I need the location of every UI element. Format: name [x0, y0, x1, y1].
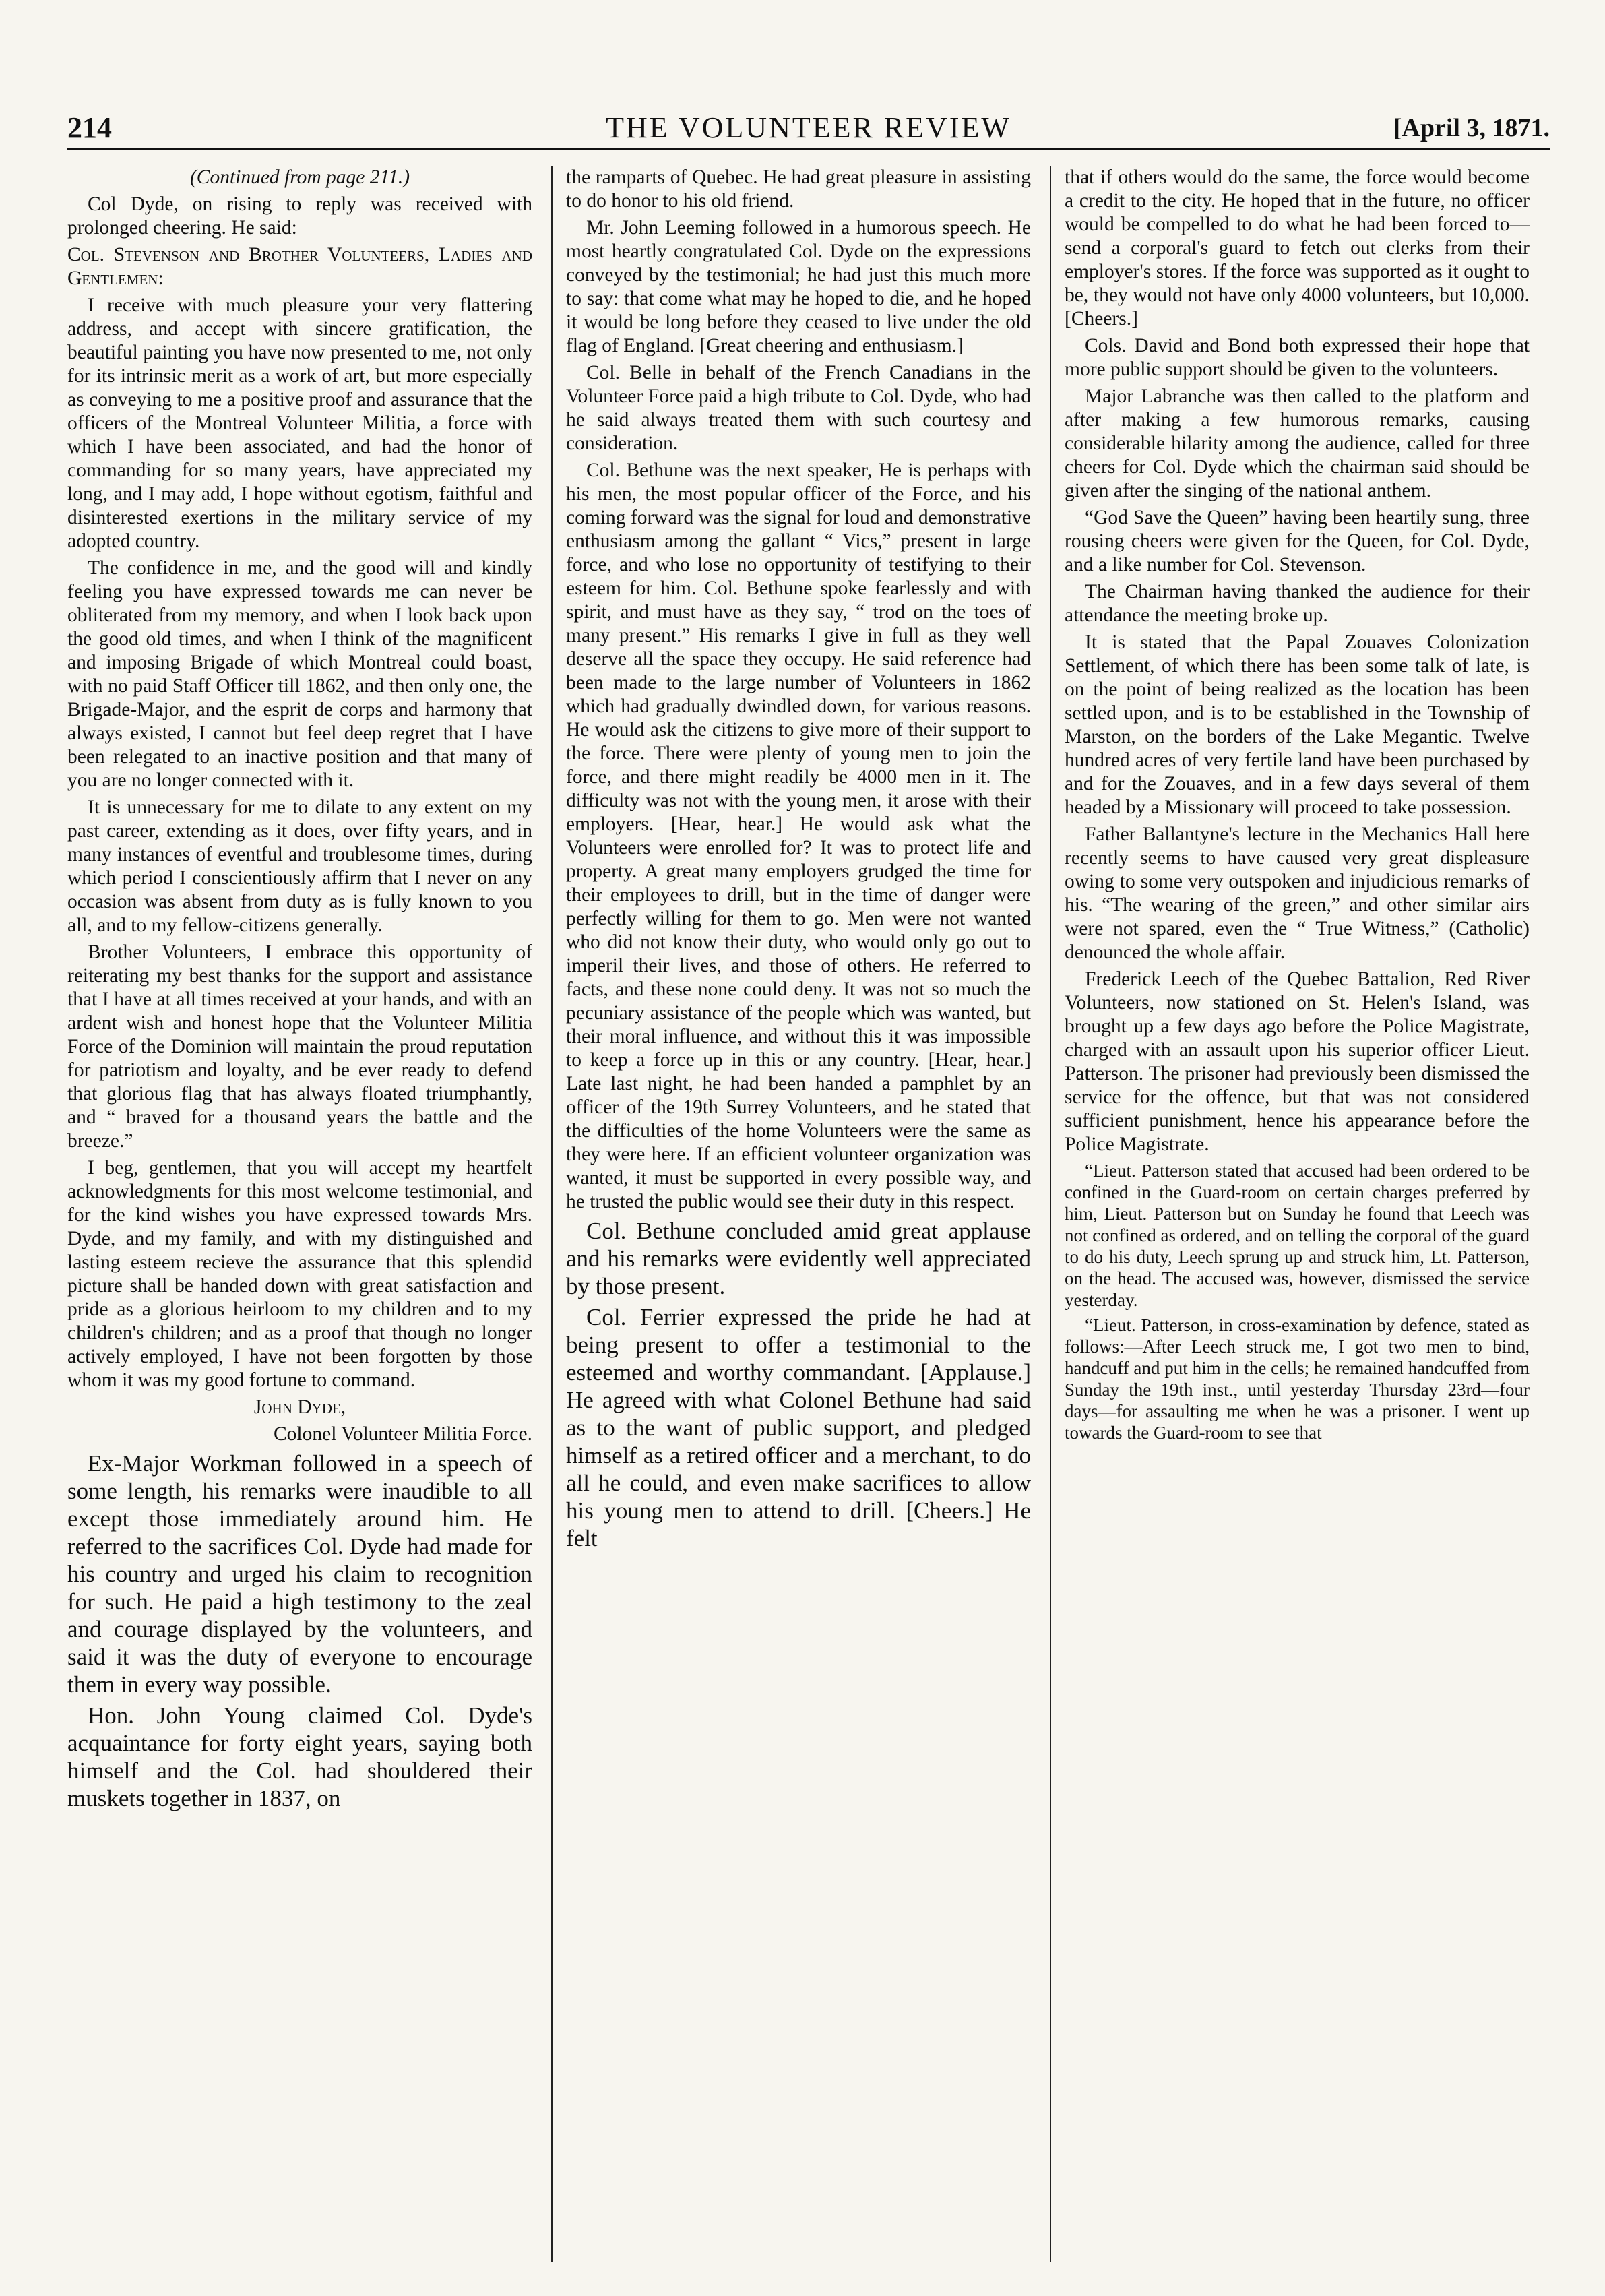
signature-title: Colonel Volunteer Militia Force. — [273, 1423, 532, 1445]
paragraph: “God Save the Queen” having been heartily sung, three rousing cheers were given for the Queen, for Col. Dyde, and a like number for Col. Stevenson. — [1065, 507, 1530, 576]
paragraph: The Chairman having thanked the audience for their attendance the meeting broke up. — [1065, 581, 1530, 626]
newspaper-title: THE VOLUNTEER REVIEW — [606, 111, 1011, 144]
issue-date: [April 3, 1871. — [1393, 114, 1550, 142]
paragraph: Frederick Leech of the Quebec Battalion, Red River Volunteers, now stationed on St. Helen's Island, was brought up a few days ago before the Police Magistrate, charged with an assault upon his superior officer Lieut. Patterson. The prisoner had previously been dismissed the service for the offence, but that was not considered sufficient punishment, hence his appearance before the Police Magistrate. — [1065, 968, 1530, 1155]
column-1 — [67, 166, 532, 2268]
continued-note: (Continued from page 211.) — [189, 166, 410, 188]
page-number: 214 — [67, 111, 112, 144]
paragraph: It is unnecessary for me to dilate to any extent on my past career, extending as it does, over fifty years, and in many instances of eventful and troublesome times, during which period I conscientiously affirm that I never on any occasion was absent from duty as is fully known to you all, and to my fellow-citizens generally. — [67, 797, 532, 936]
salutation: Col. Stevenson and Brother Volunteers, Ladies and Gentlemen: — [67, 244, 532, 289]
paragraph: Ex-Major Workman followed in a speech of some length, his remarks were inaudible to all except those immediately around him. He referred to the sacrifices Col. Dyde had made for his country and urged his claim to recognition for such. He paid a high testimony to the zeal and courage displayed by the volunteers, and said it was the duty of everyone to encourage them in every way possible. — [67, 1450, 532, 1698]
paragraph: “Lieut. Patterson, in cross-examination by defence, stated as follows:—After Leech struck me, I got two men to bind, handcuff and put him in the cells; he remained handcuffed from Sunday the 19th inst., until yesterday Thursday 23rd—four days—for assaulting me when he was a prisoner. I went up towards the Guard-room to see that — [1065, 1315, 1530, 1443]
paragraph: Hon. John Young claimed Col. Dyde's acquaintance for forty eight years, saying both himself and the Col. had shouldered their muskets together in 1837, on — [67, 1702, 532, 1811]
paragraph: Major Labranche was then called to the platform and after making a few humorous remarks, causing considerable hilarity among the audience, called for three cheers for Col. Dyde which the chairman said should be given after the singing of the national anthem. — [1065, 385, 1530, 501]
paragraph: It is stated that the Papal Zouaves Colonization Settlement, of which there has been some talk of late, is on the point of being realized as the location has been settled upon, and is to be established in the Township of Marston, on the borders of the Lake Megantic. Twelve hundred acres of very fertile land have been purchased by and for the Zouaves, and in a few days several of them headed by a Missionary will proceed to take possession. — [1065, 631, 1530, 818]
paragraph: that if others would do the same, the force would become a credit to the city. He hoped that in the future, no officer would be compelled to do what he had been forced to—send a corporal's guard to fetch out clerks from their employer's stores. If the force was supported as it ought to be, they would not have only 4000 volunteers, but 10,000. [Cheers.] — [1065, 166, 1530, 330]
paragraph: “Lieut. Patterson stated that accused had been ordered to be confined in the Guard-room on certain charges preferred by him, Lieut. Patterson but on Sunday he found that Leech was not confined as ordered, and on telling the corporal of the guard to do his duty, Leech sprung up and struck him, Lt. Patterson, on the head. The accused was, however, dismissed the service yesterday. — [1065, 1160, 1530, 1310]
paragraph: I receive with much pleasure your very flattering address, and accept with sincere gratification, the beautiful painting you have now presented to me, not only for its intrinsic merit as a work of art, but more especially as conveying to me a positive proof and assurance that the officers of the Montreal Volunteer Militia, a force with which I have been associated, and had the honor of commanding for so many years, have appreciated my long, and I may add, I hope without egotism, faithful and disinterested exertions in the military service of my adopted country. — [67, 294, 532, 552]
paragraph: Col. Bethune was the next speaker, He is perhaps with his men, the most popular officer of the Force, and his coming forward was the signal for loud and demonstrative enthusiasm among the gallant “ Vics,” present in large force, and who lose no opportunity of testifying to their esteem for him. Col. Bethune spoke fearlessly and with spirit, and must have as they say, “ trod on the toes of many present.” His remarks I give in full as they well deserve all the space they occupy. He said reference had been made to the large number of Volunteers in 1862 which had gradually dwindled down, for various reasons. He would ask the citizens to give more of their support to the force. There were plenty of young men to join the force, and there might readily be 4000 men in it. The difficulty was not with the young men, it arose with their employers. [Hear, hear.] He would ask what the Volunteers were enrolled for? It was to protect life and property. A great many employers grudged the time for their employees to drill, but in the time of danger were perfectly willing for them to go. Men were not wanted who did not know their duty, who would only go out to imperil their lives, and those of others. He referred to facts, and these none could deny. It was not so much the pecuniary assistance of the people which was wanted, but their moral influence, and without this it was impossible to keep a force up in this or any country. [Hear, hear.] Late last night, he had been handed a pamphlet by an officer of the 19th Surrey Volunteers, and he stated that the difficulties of the home Volunteers were the same as they were here. If an efficient volunteer organization was wanted, it must be supported in every possible way, and he trusted the public would see their duty in this respect. — [566, 460, 1031, 1212]
paragraph: Col. Belle in behalf of the French Canadians in the Volunteer Force paid a high tribute to Col. Dyde, who had he said always treated them with such courtesy and consideration. — [566, 362, 1031, 454]
paragraph: The confidence in me, and the good will and kindly feeling you have expressed towards me can never be obliterated from my memory, and when I look back upon the good old times, and when I think of the magnificent and imposing Brigade of which Montreal could boast, with no paid Staff Officer till 1862, and then only one, the Brigade-Major, and the esprit de corps and harmony that always existed, I cannot but feel deep regret that I have been relegated to an inactive position and that many of you are no longer connected with it. — [67, 557, 532, 791]
paragraph: Brother Volunteers, I embrace this opportunity of reiterating my best thanks for the support and assistance that I have at all times received at your hands, and with an ardent wish and honest hope that the Volunteer Militia Force of the Dominion will maintain the proud reputation for patriotism and loyalty, and be ever ready to defend that glorious flag that has always floated triumphantly, and “ braved for a thousand years the battle and the breeze.” — [67, 941, 532, 1152]
paragraph: Cols. David and Bond both expressed their hope that more public support should be given to the volunteers. — [1065, 335, 1530, 380]
page-header — [67, 108, 1550, 150]
paragraph: Col Dyde, on rising to reply was received with prolonged cheering. He said: — [67, 193, 532, 239]
paragraph: Father Ballantyne's lecture in the Mechanics Hall here recently seems to have caused very great displeasure owing to some very outspoken and injudicious remarks of his. “The wearing of the green,” and other similar airs were not spared, even the “ True Witness,” (Catholic) denounced the whole affair. — [1065, 824, 1530, 963]
paragraph: Col. Ferrier expressed the pride he had at being present to offer a testimonial to the esteemed and worthy commandant. [Applause.] He agreed with what Colonel Bethune had said as to the want of public support, and pledged himself as a retired officer and a merchant, to do all he could, and even make sacrifices to allow his young men to attend to drill. [Cheers.] He felt — [566, 1304, 1031, 1551]
paragraph: the ramparts of Quebec. He had great pleasure in assisting to do honor to his old friend. — [566, 166, 1031, 212]
paragraph: Mr. John Leeming followed in a humorous speech. He most heartly congratulated Col. Dyde on the expressions conveyed by the testimonial; he had just this much more to say: that come what may he hoped to die, and he hoped it would be long before they ceased to live under the old flag of England. [Great cheering and enthusiasm.] — [566, 217, 1031, 356]
column-3 — [1065, 166, 1530, 2268]
column-rule — [1050, 166, 1051, 2262]
paragraph: I beg, gentlemen, that you will accept my heartfelt acknowledgments for this most welcome testimonial, and for the kind wishes you have expressed towards Mrs. Dyde, and my family, and with my distinguished and lasting esteem recieve the assurance that this splendid picture shall be handed down with great satisfaction and pride as a glorious heirloom to my children and to my children's children; and as a proof that though no longer actively employed, I have not been forgotten by those whom it was my good fortune to command. — [67, 1157, 532, 1391]
column-rule — [551, 166, 553, 2262]
signature-name: John Dyde, — [253, 1396, 346, 1418]
column-2 — [566, 166, 1031, 2268]
paragraph: Col. Bethune concluded amid great applause and his remarks were evidently well appreciated by those present. — [566, 1218, 1031, 1299]
